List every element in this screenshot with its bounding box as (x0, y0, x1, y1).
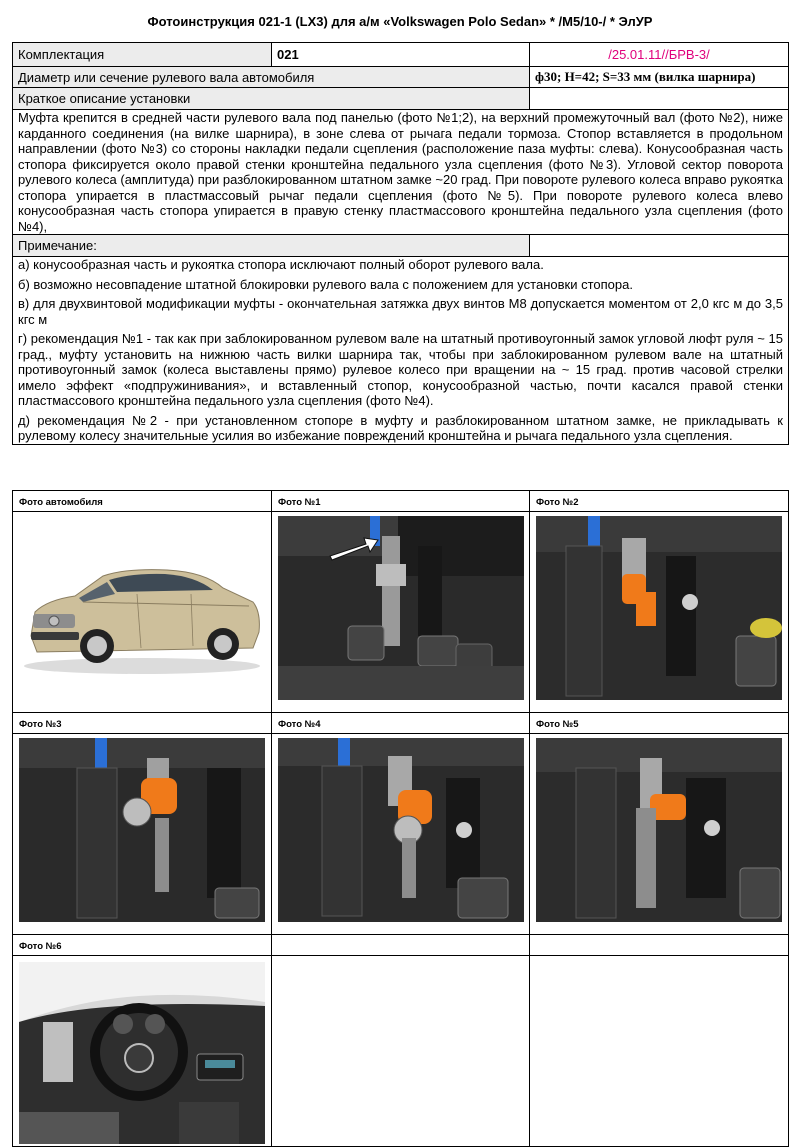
note-d: д) рекомендация №2 - при установленном стопоре в муфту и разблокированном штатном замке, не прикладывать к рулевому колесу значительные усилия во избежание повреждений кронштейна и рычага педального узла сцепления. (18, 412, 783, 443)
komplektatsiya-row (13, 43, 789, 67)
photo-caption-blank-1 (272, 935, 530, 956)
photo-caption-car: Фото автомобиля (13, 491, 272, 512)
note-row (13, 235, 789, 257)
note-blank (530, 235, 789, 257)
page-title: Фотоинструкция 021-1 (LX3) для а/м «Volkswagen Polo Sedan» * /M5/10-/ * ЭлУР (147, 14, 653, 29)
description-text: Муфта крепится в средней части рулевого вала под панелью (фото №1;2), на верхний промежуточный вал (фото №2), ниже карданного соединения (на вилке шарнира), в зоне слева от рычага педали тормоза. Стопор вставляется в продольном направлении (фото №3) со стороны накладки педали сцепления (расположение паза муфты: слева). Конусообразная часть стопора фиксируется около правой стенки кронштейна педального узла сцепления (фото №3). Угловой сектор поворота рулевого колеса (амплитуда) при разблокированном штатном замке ~20 град. При повороте рулевого колеса вправо рукоятка стопора упирается в пластмассовый рычаг педали сцепления (фото №5). При повороте рулевого колеса влево конусообразная часть стопора упирается в правую стенку пластмассового кронштейна педального узла сцепления (фото №4), (13, 110, 789, 235)
photo-cell-blank-2 (530, 956, 789, 1147)
photo-caption-4: Фото №4 (272, 713, 530, 734)
photo-cell-5 (530, 734, 789, 935)
short-desc-row (13, 88, 789, 110)
photo-cell-2 (530, 512, 789, 713)
photo-cell-3 (13, 734, 272, 935)
photo-caption-1: Фото №1 (272, 491, 530, 512)
pedal-photo-5 (536, 738, 782, 922)
photo-row-2 (13, 734, 789, 935)
short-desc-label: Краткое описание установки (13, 88, 530, 110)
diameter-value: ф30; H=42; S=33 мм (вилка шарнира) (530, 67, 789, 88)
photo-cell-4 (272, 734, 530, 935)
photo-caption-row-2 (13, 713, 789, 734)
note-a: а) конусообразная часть и рукоятка стопора исключают полный оборот рулевого вала. (18, 257, 544, 272)
photo-caption-2: Фото №2 (530, 491, 789, 512)
photo-caption-6: Фото №6 (13, 935, 272, 956)
pedal-photo-1 (278, 516, 524, 700)
photo-cell-1 (272, 512, 530, 713)
pedal-photo-3 (19, 738, 265, 922)
description-row (13, 110, 789, 235)
diameter-row (13, 67, 789, 88)
diameter-label: Диаметр или сечение рулевого вала автомобиля (13, 67, 530, 88)
dashboard-photo-icon (19, 962, 265, 1144)
photo-caption-blank-2 (530, 935, 789, 956)
photo-caption-row-1 (13, 491, 789, 512)
pedal-photo-icon (278, 516, 524, 700)
car-icon (17, 540, 267, 680)
note-label: Примечание: (13, 235, 530, 257)
photo-cell-6 (13, 956, 272, 1147)
pedal-photo-2 (536, 516, 782, 700)
photo-cell-blank-1 (272, 956, 530, 1147)
short-desc-blank (530, 88, 789, 110)
pedal-photo-icon (278, 738, 524, 922)
spec-table (12, 42, 789, 445)
pedal-photo-icon (536, 738, 782, 922)
photo-caption-5: Фото №5 (530, 713, 789, 734)
photo-row-1 (13, 512, 789, 713)
note-g: г) рекомендация №1 - так как при заблокированном рулевом вале на штатный противоугонный замок угловой люфт руля ~ 15 град., муфту установить на нижнюю часть вилки шарнира так, чтобы при заблокированном рулевом вале на штатный противоугонный замок (колеса выставлены прямо) рулевое колесо при вращении на ~ 15 град. против часовой стрелки имело эффект «подпружинивания», и вставленный стопор, конусообразной частью, почти касался правой стенки пластмассового кронштейна педального узла сцепления (фото №4). (18, 331, 783, 408)
dashboard-photo-6 (19, 962, 265, 1144)
note-v: в) для двухвинтовой модификации муфты - окончательная затяжка двух винтов М8 допускается моментом от 2,0 кгс м до 3,5 кгс м (18, 296, 783, 327)
komplektatsiya-code: 021 (272, 43, 530, 67)
pedal-photo-4 (278, 738, 524, 922)
notes-cell (13, 257, 789, 445)
pedal-photo-icon (19, 738, 265, 922)
photo-grid (12, 490, 789, 1147)
note-b: б) возможно несовпадение штатной блокировки рулевого вала с положением для установки стопора. (18, 276, 633, 292)
car-photo (17, 540, 267, 680)
photo-caption-3: Фото №3 (13, 713, 272, 734)
photo-caption-row-3 (13, 935, 789, 956)
notes-row (13, 257, 789, 445)
photo-cell-car (13, 512, 272, 713)
photo-row-3 (13, 956, 789, 1147)
komplektatsiya-date: /25.01.11//БРВ-3/ (530, 43, 789, 67)
pedal-photo-icon (536, 516, 782, 700)
komplektatsiya-label: Комплектация (13, 43, 272, 67)
